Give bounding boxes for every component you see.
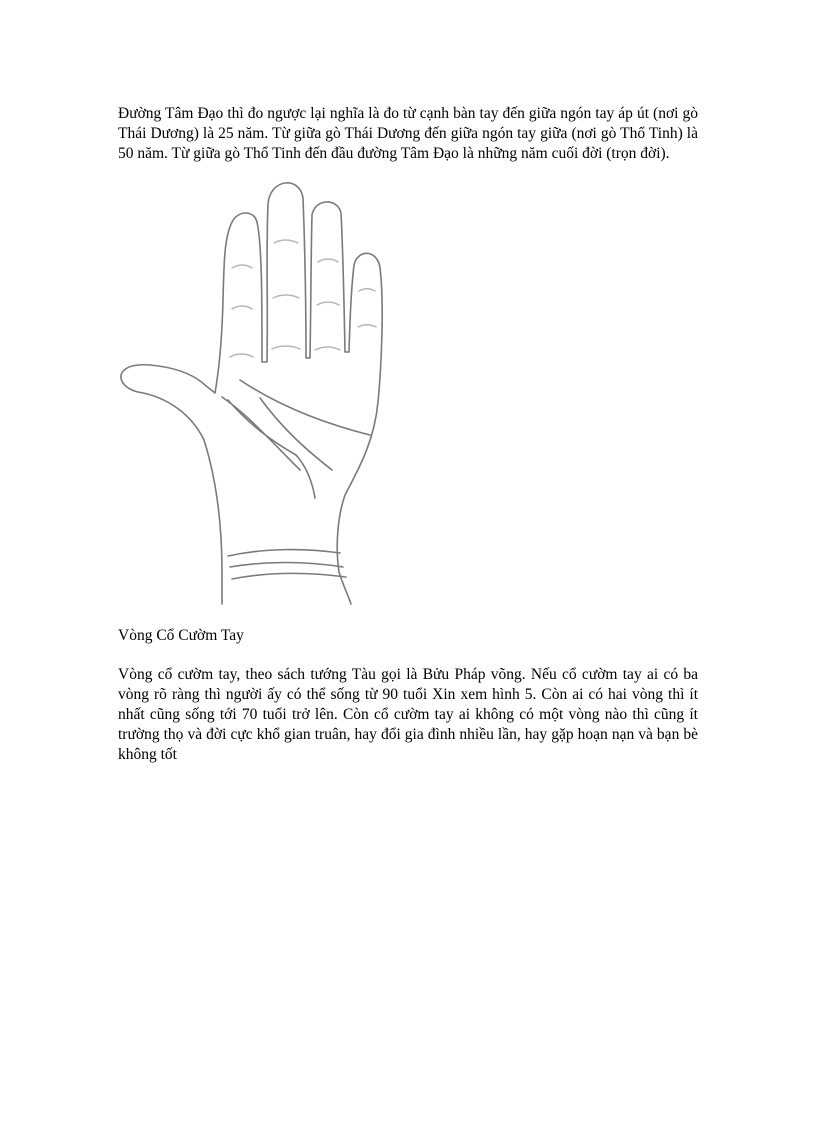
heart-line bbox=[240, 380, 370, 435]
section-heading: Vòng Cổ Cườm Tay bbox=[118, 627, 244, 644]
ring-crease-2 bbox=[317, 302, 339, 305]
index-crease-2 bbox=[232, 306, 252, 309]
bracelet-line-2 bbox=[230, 563, 343, 568]
ring-crease-3 bbox=[315, 347, 340, 350]
middle-crease-2 bbox=[273, 295, 299, 298]
ring-crease-1 bbox=[318, 259, 338, 262]
hand-palm-illustration bbox=[115, 176, 390, 608]
index-crease-3 bbox=[230, 354, 253, 357]
hand-outline bbox=[121, 183, 382, 604]
index-crease-1 bbox=[232, 265, 252, 268]
head-line bbox=[222, 397, 300, 470]
bracelet-line-1 bbox=[228, 550, 340, 556]
middle-crease-1 bbox=[274, 240, 298, 243]
middle-crease-3 bbox=[272, 346, 300, 349]
paragraph-tam-dao: Đường Tâm Đạo thì đo ngược lại nghĩa là đo từ cạnh bàn tay đến giữa ngón tay áp út (nơi gò Thái Dương) là 25 năm. Từ giữa gò Thái Dương đến giữa ngón tay giữa (nơi gò Thổ Tinh) là 50 năm. Từ giữa gò Thổ Tinh đến đầu đường Tâm Đạo là những năm cuối đời (trọn đời). bbox=[118, 105, 698, 162]
fate-line bbox=[260, 398, 332, 470]
bracelet-line-3 bbox=[232, 573, 346, 579]
little-crease-2 bbox=[358, 325, 376, 327]
life-line bbox=[228, 400, 315, 498]
little-crease-1 bbox=[359, 289, 375, 291]
paragraph-vong-co-cuom-tay: Vòng cổ cườm tay, theo sách tướng Tàu gọi là Bửu Pháp võng. Nếu cổ cườm tay ai có ba vòng rõ ràng thì người ấy có thể sống từ 90 tuổi Xin xem hình 5. Còn ai có hai vòng thì ít nhất cũng sống tới 70 tuổi trở lên. Còn cổ cườm tay ai không có một vòng nào thì cũng ít trường thọ và đời cực khổ gian truân, hay đổi gia đình nhiều lần, hay gặp hoạn nạn và bạn bè không tốt bbox=[118, 666, 698, 763]
